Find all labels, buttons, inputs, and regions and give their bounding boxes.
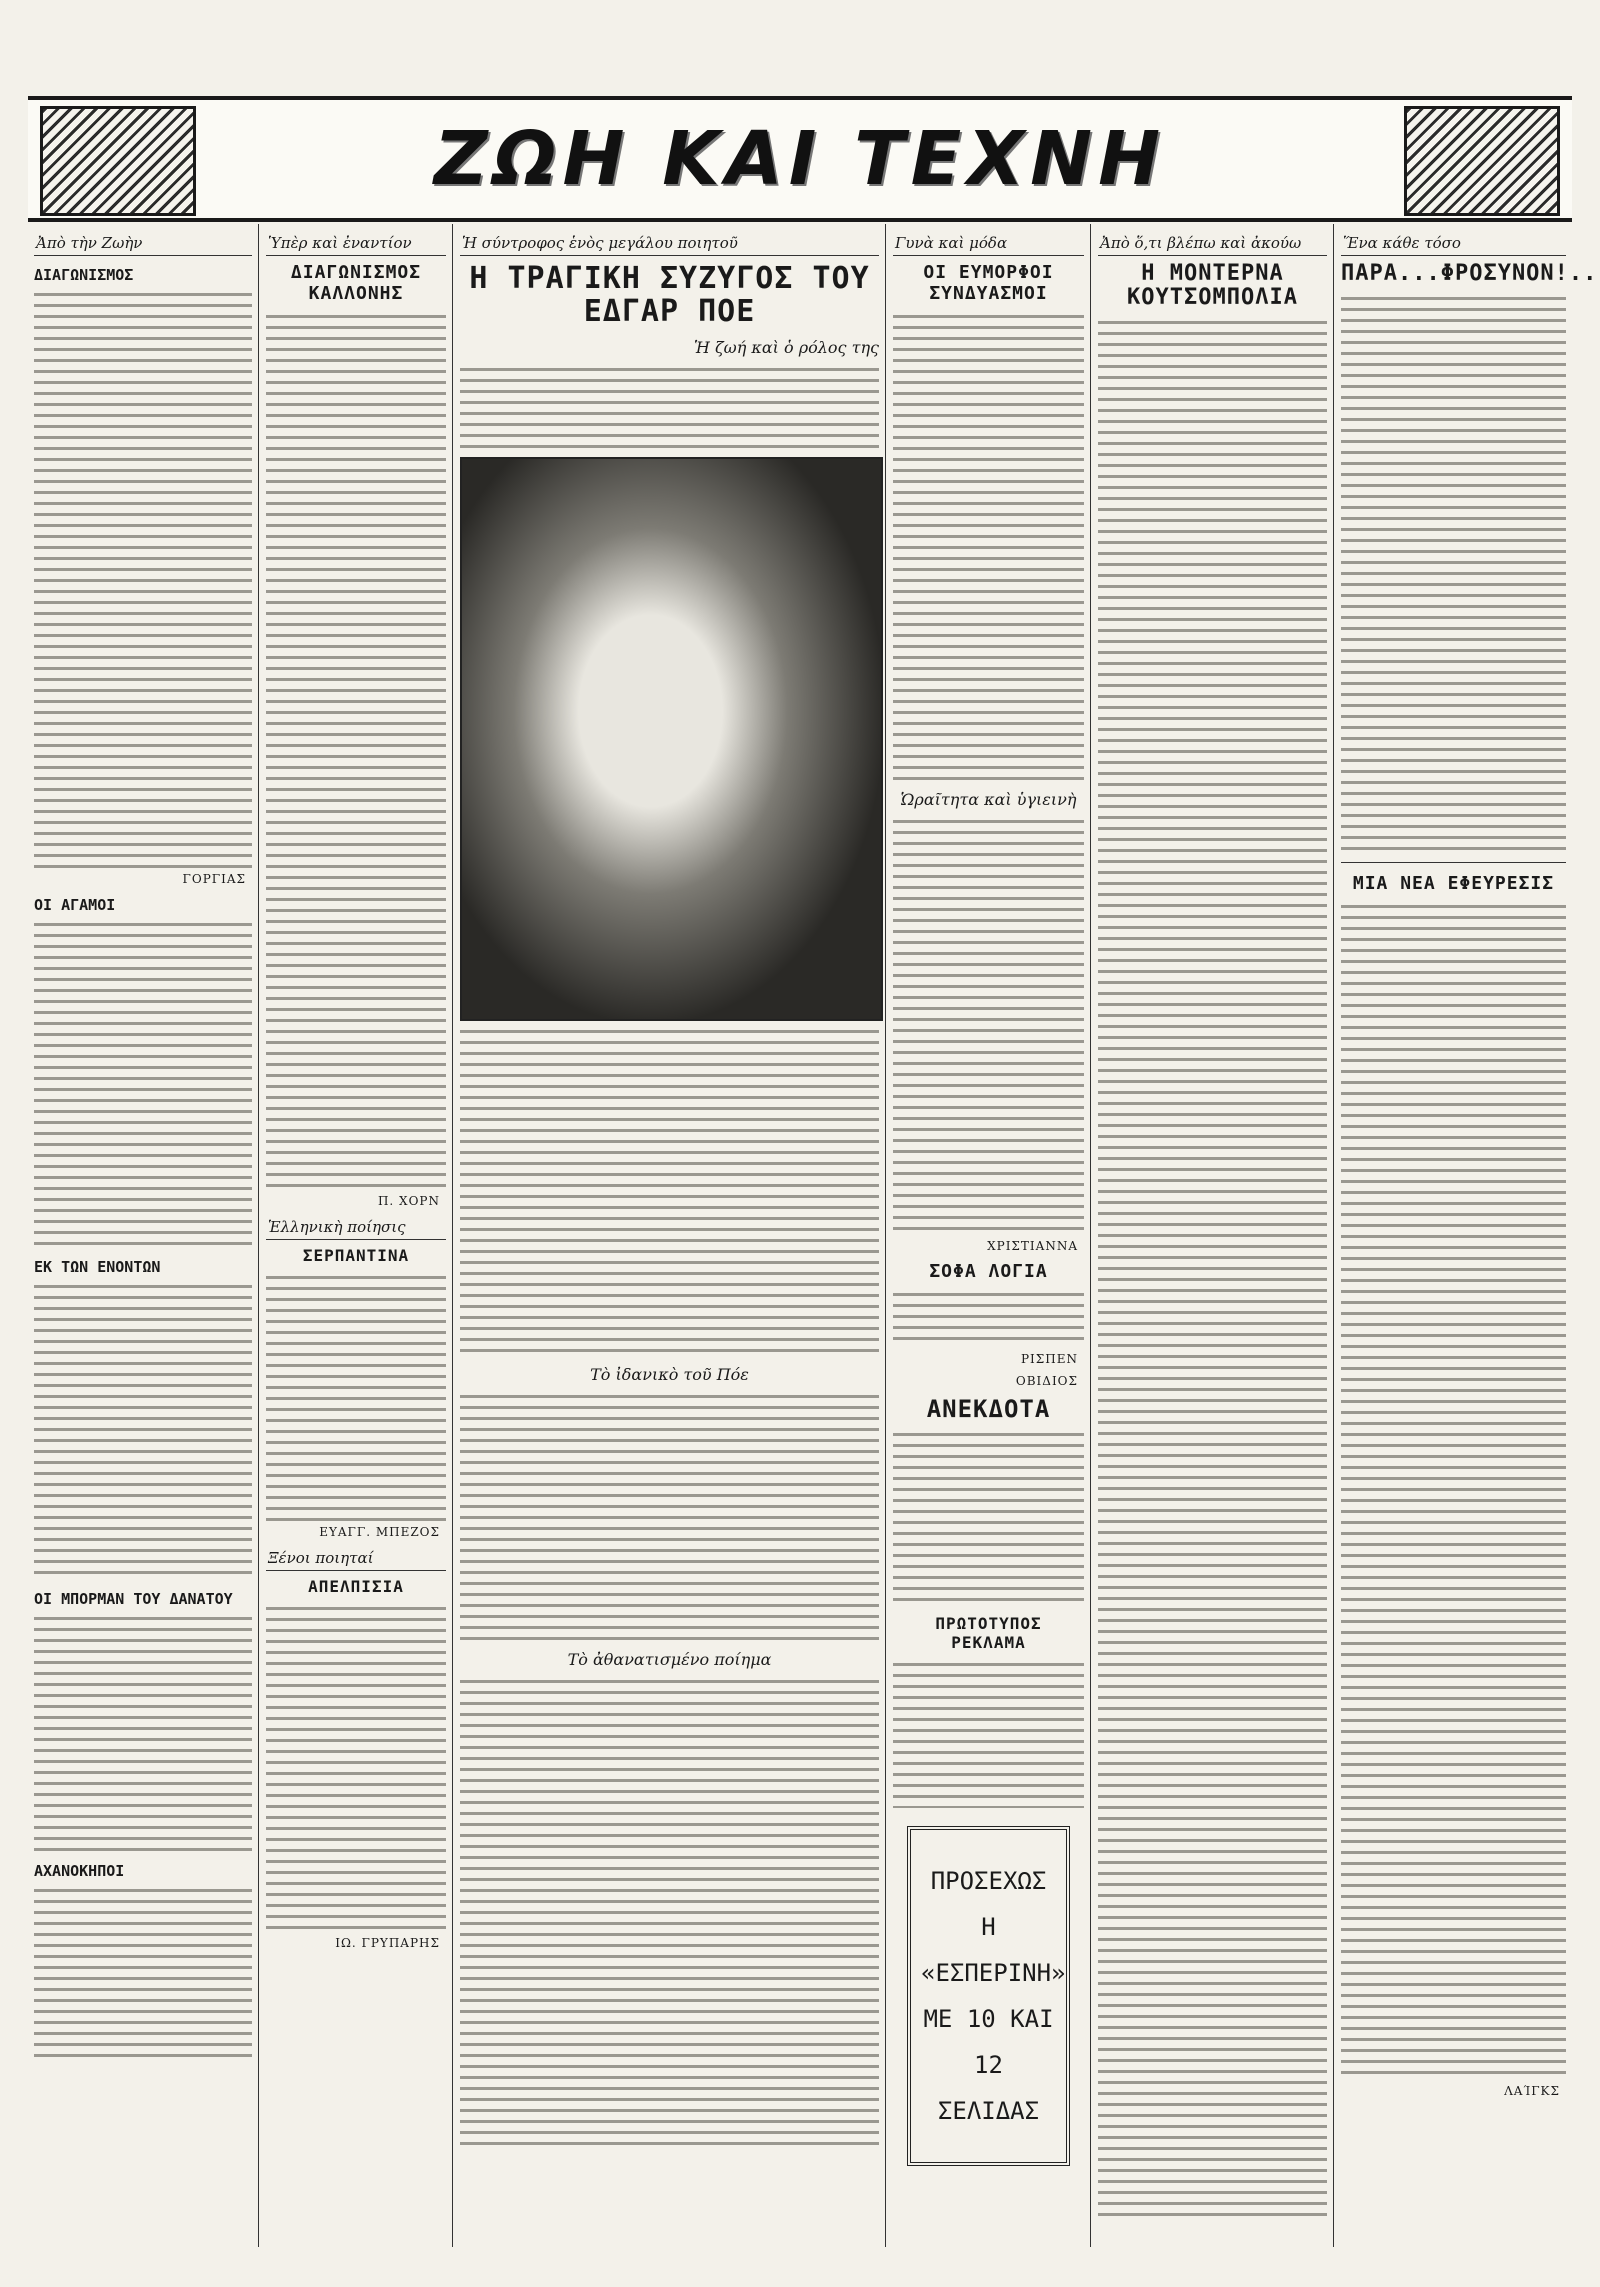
body-text [460,1025,879,1355]
article-headline: ΑΝΕΚΔΟΤΑ [926,1395,1051,1423]
poem-text [266,1271,446,1521]
column-life [30,232,256,2247]
portrait-photo [460,457,883,1021]
section-kicker: Ὑπὲρ καὶ ἐναντίον [266,232,446,256]
author-signature: ΛΑΊΓΚΣ [1504,2084,1560,2099]
item-heading: ΕΚ ΤΩΝ ΕΝΟΝΤΩΝ [34,1258,161,1276]
article-headline: Η ΜΟΝΤΕΡΝΑ ΚΟΥΤΣΟΜΠΟΛΙΑ [1127,261,1298,311]
section-kicker: Ξένοι ποιηταί [266,1547,446,1571]
item-heading: ΔΙΑΓΩΝΙΣΜΟΣ [34,266,134,284]
decorative-illustration [1404,106,1560,216]
divider [1341,862,1566,863]
column-paraphrosynon [1337,232,1598,2247]
author-signature: ΙΩ. ΓΡΥΠΑΡΗΣ [335,1936,440,1950]
section-kicker: Ἑλληνικὴ ποίησις [266,1216,446,1240]
article-subheading: Τὸ ἀθανατισμένο ποίημα [567,1650,772,1669]
article-headline: ΔΙΑΓΩΝΙΣΜΟΣ ΚΑΛΛΟΝΗΣ [290,262,422,304]
body-text [893,1428,1084,1608]
author-signature: ΧΡΙΣΤΙΑΝΝΑ [987,1239,1078,1253]
item-heading: ΟΙ ΑΓΑΜΟΙ [34,896,116,914]
body-text [893,1288,1084,1348]
column-rule [452,224,453,2247]
section-kicker: Ἀπὸ ὅ,τι βλέπω καὶ ἀκούω [1098,232,1327,256]
advertisement-box [907,1826,1070,2166]
item-heading: ΑΧΑΝΟΚΗΠΟΙ [34,1862,125,1880]
masthead-title: ΖΩΗ ΚΑΙ ΤΕΧΝΗ [433,116,1167,202]
author-signature: ΕΥΑΓΓ. ΜΠΕΖΟΣ [319,1525,440,1539]
ad-line: Η «ΕΣΠΕΡΙΝΗ» [921,1913,1066,1988]
decorative-illustration [40,106,196,216]
ad-line: ΠΡΟΣΕΧΩΣ [930,1867,1047,1896]
body-text [1341,292,1566,852]
poem-text [266,1602,446,1932]
poem-title: ΑΠΕΛΠΙΣΙΑ [308,1577,404,1596]
body-text [34,918,252,1248]
column-poe [456,232,883,2247]
body-text [893,815,1084,1235]
author-signature: ΡΙΣΠΕΝ [1020,1352,1078,1366]
masthead-banner [28,96,1572,222]
body-text [893,1658,1084,1808]
body-text [460,363,879,453]
column-gossip [1094,232,1331,2247]
body-text [460,1390,879,1640]
body-text [1341,900,1566,2080]
item-heading: ΟΙ ΜΠΟΡΜΑΝ ΤΟΥ ΔΑΝΑΤΟΥ [34,1590,233,1608]
body-text [1098,316,1327,2216]
poem-title: ΣΕΡΠΑΝΤΙΝΑ [302,1246,410,1265]
article-headline: ΠΡΩΤΟΤΥΠΟΣ ΡΕΚΛΑΜΑ [935,1614,1042,1653]
body-text [893,310,1084,780]
column-rule [885,224,886,2247]
column-rule [258,224,259,2247]
ad-line: ΜΕ 10 ΚΑΙ 12 [923,2005,1054,2080]
article-subheading: Ὡραῖτητα καὶ ὑγιεινὴ [900,790,1077,809]
body-text [34,1884,252,2064]
column-fashion [889,232,1088,2247]
author-signature: ΓΟΡΓΙΑΣ [182,872,246,886]
author-signature: Π. ΧΟΡΝ [377,1194,440,1208]
body-text [266,310,446,1190]
article-headline: Η ΤΡΑΓΙΚΗ ΣΥΖΥΓΟΣ ΤΟΥ ΕΔΓΑΡ ΠΟΕ [469,261,870,329]
body-text [34,1280,252,1580]
section-kicker: Γυνὰ καὶ μόδα [893,232,1084,256]
column-rule [1090,224,1091,2247]
section-kicker: Ἕνα κάθε τόσο [1341,232,1566,256]
ad-line: ΣΕΛΙΔΑΣ [937,2097,1040,2126]
article-headline: ΟΙ ΕΥΜΟΡΦΟΙ ΣΥΝΔΥΑΣΜΟΙ [923,262,1054,304]
article-subheading: Τὸ ἰδανικὸ τοῦ Πόε [590,1365,749,1384]
body-text [34,288,252,868]
body-text [460,1675,879,2145]
article-subheading: Ἡ ζωή καὶ ὁ ρόλος της [694,338,879,357]
section-kicker: Ἀπὸ τὴν Ζωὴν [34,232,252,256]
column-beauty-contest [262,232,450,2247]
column-rule [1333,224,1334,2247]
article-headline: ΣΟΦΑ ΛΟΓΙΑ [929,1261,1048,1282]
article-headline: ΜΙΑ ΝΕΑ ΕΦΕΥΡΕΣΙΣ [1352,873,1555,895]
author-signature: ΟΒΙΔΙΟΣ [1015,1374,1078,1388]
section-kicker: Ἡ σύντροφος ἑνὸς μεγάλου ποιητοῦ [460,232,879,256]
body-text [34,1612,252,1852]
article-headline: ΠΑΡΑ...ΦΡΟΣΥΝΟΝ!.. [1341,261,1598,286]
